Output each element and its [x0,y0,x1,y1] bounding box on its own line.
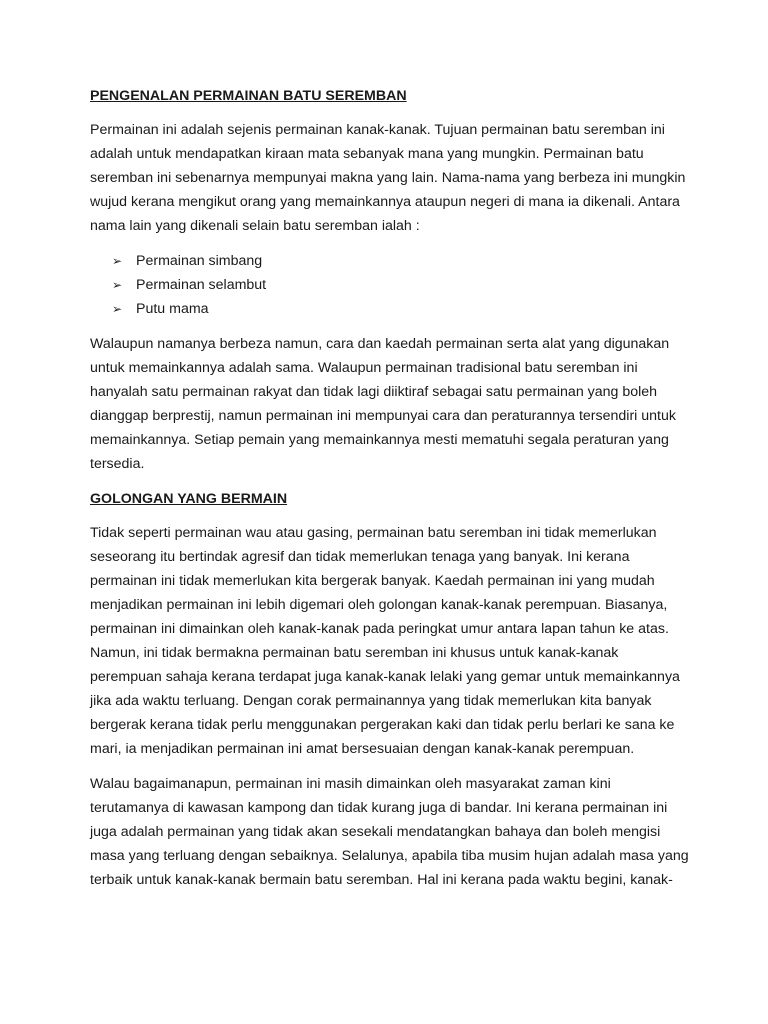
body-paragraph [90,332,700,476]
text-line: masa yang terluang dengan sebaiknya. Selalunya, apabila tiba musim hujan adalah masa yang [90,848,689,864]
text-line: permainan ini dimainkan oleh kanak-kanak pada peringkat umur antara lapan tahun ke atas. [90,621,669,637]
list-item-label: Permainan simbang [136,253,263,269]
text-line: terutamanya di kawasan kampong dan tidak kurang juga di bandar. Ini kerana permainan ini [90,800,668,816]
list-item [112,297,700,321]
text-line: nama lain yang dikenali selain batu seremban ialah : [90,218,420,234]
text-line: Namun, ini tidak bermakna permainan batu seremban ini khusus untuk kanak-kanak [90,645,619,661]
text-line: hanyalah satu permainan rakyat dan tidak lagi diiktiraf sebagai satu permainan yang boleh [90,384,658,400]
text-line: Tidak seperti permainan wau atau gasing, permainan batu seremban ini tidak memerlukan [90,525,657,541]
text-line: Permainan ini adalah sejenis permainan kanak-kanak. Tujuan permainan batu seremban ini [90,122,665,138]
text-line: wujud kerana mengikut orang yang memainkannya ataupun negeri di mana ia dikenali. Antara [90,194,680,210]
list-item [112,273,700,297]
text-line: seremban ini sebenarnya mempunyai makna yang lain. Nama-nama yang berbeza ini mungkin [90,170,686,186]
alternate-names-list [90,249,700,321]
text-line: Walaupun namanya berbeza namun, cara dan kaedah permainan serta alat yang digunakan [90,336,670,352]
text-line: tersedia. [90,456,145,472]
text-line: mari, ia menjadikan permainan ini amat bersesuaian dengan kanak-kanak perempuan. [90,741,635,757]
text-line: adalah untuk mendapatkan kiraan mata sebanyak mana yang mungkin. Permainan batu [90,146,644,162]
text-line: bergerak kerana tidak perlu menggunakan pergerakan kaki dan tidak perlu berlari ke sana ke [90,717,675,733]
body-paragraph [90,772,700,892]
arrow-bullet-icon: ➢ [112,302,123,316]
text-line: menjadikan permainan ini lebih digemari oleh golongan kanak-kanak perempuan. Biasanya, [90,597,668,613]
section-heading-golongan: GOLONGAN YANG BERMAIN [90,491,288,507]
text-line: jika ada waktu terluang. Dengan corak permainannya yang tidak memerlukan kita banyak [90,693,652,709]
intro-paragraph [90,118,700,238]
text-line: perempuan sahaja kerana terdapat juga kanak-kanak lelaki yang gemar untuk memainkannya [90,669,680,685]
text-line: seseorang itu bertindak agresif dan tidak memerlukan tenaga yang banyak. Ini kerana [90,549,630,565]
list-item-label: Putu mama [136,301,209,317]
list-item [112,249,700,273]
body-paragraph [90,521,700,761]
list-item-label: Permainan selambut [136,277,267,293]
text-line: juga adalah permainan yang tidak akan sesekali mendatangkan bahaya dan boleh mengisi [90,824,661,840]
document-page [90,84,700,903]
text-line: dianggap berprestij, namun permainan ini mempunyai cara dan peraturannya tersendiri untuk [90,408,676,424]
text-line: terbaik untuk kanak-kanak bermain batu seremban. Hal ini kerana pada waktu begini, kanak- [90,872,673,888]
section-heading-pengenalan: PENGENALAN PERMAINAN BATU SEREMBAN [90,88,407,104]
text-line: memainkannya. Setiap pemain yang memainkannya mesti mematuhi segala peraturan yang [90,432,669,448]
text-line: untuk memainkannya adalah sama. Walaupun permainan tradisional batu seremban ini [90,360,638,376]
text-line: permainan ini tidak memerlukan kita bergerak banyak. Kaedah permainan ini yang mudah [90,573,655,589]
arrow-bullet-icon: ➢ [112,278,123,292]
text-line: Walau bagaimanapun, permainan ini masih dimainkan oleh masyarakat zaman kini [90,776,611,792]
arrow-bullet-icon: ➢ [112,254,123,268]
